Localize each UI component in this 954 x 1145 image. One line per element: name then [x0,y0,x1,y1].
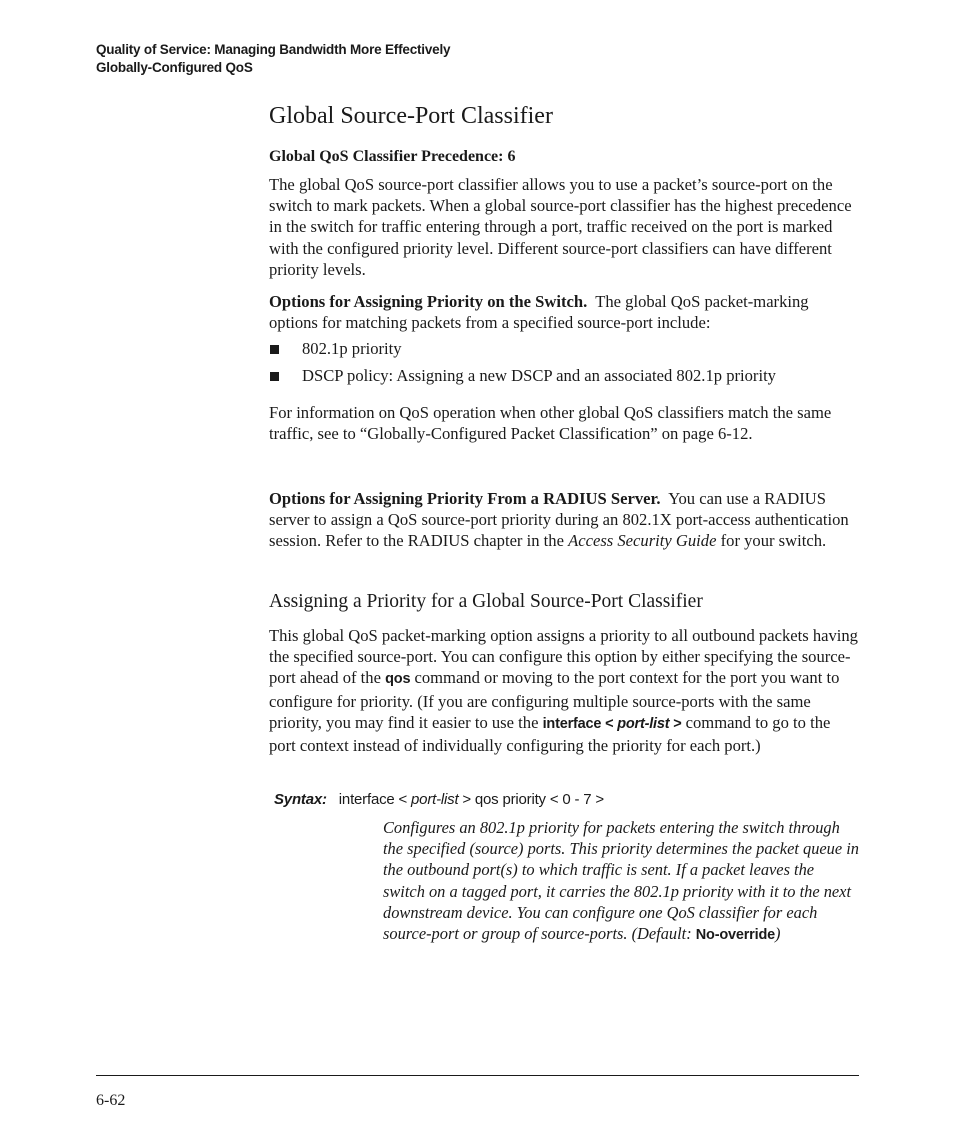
marking-options-list [269,338,859,392]
page-number: 6-62 [96,1092,126,1109]
list-item [269,338,859,359]
assign-priority-paragraph [269,625,859,756]
subsection-title: Assigning a Priority for a Global Source-Port Classifier [269,591,703,612]
running-header [96,41,450,76]
section-title: Global Source-Port Classifier [269,103,553,129]
syntax-description [383,817,859,946]
list-item [269,365,859,386]
cross-reference-paragraph: For information on QoS operation when other global QoS classifiers match the same traffic, see to “Globally-Configured Packet Classification” on page 6-12. [269,403,832,444]
syntax-command: interface < [338,791,408,808]
command-argument: port-list [617,715,670,732]
radius-options-label: Options for Assigning Priority From a RADIUS Server. [269,489,661,508]
syntax-line [274,789,604,810]
syntax-command-rest: > qos priority < 0 - 7 > [462,791,604,808]
paragraph-text: command to go to the port context instead of individually configuring the priority for each port.) [269,712,831,756]
qos-command: qos [385,671,411,688]
command-bracket: > [673,715,682,732]
command-keyword: interface < [542,715,614,732]
switch-options-paragraph [269,291,859,333]
switch-options-label: Options for Assigning Priority on the Switch. [269,292,588,311]
syntax-label: Syntax: [274,791,327,808]
bullet-square-icon [270,372,279,381]
radius-options-paragraph [269,488,859,552]
footer-divider [96,1075,859,1076]
list-item-text: DSCP policy: Assigning a new DSCP and an associated 802.1p priority [302,366,776,386]
header-chapter-title: Quality of Service: Managing Bandwidth More Effectively [96,42,451,57]
header-section-title: Globally-Configured QoS [96,59,253,75]
default-value: No-override [695,927,775,944]
guide-title: Access Security Guide [568,531,717,551]
paragraph-text: This global QoS packet-marking option assigns a priority to all outbound packets having the specified source-port. You can configure this option by either specifying the source-port ahead of the [269,626,858,688]
radius-options-text: You can use a RADIUS server to assign a QoS source-port priority during an 802.1X port-access authentication session. Refer to the RADIUS chapter in the [269,489,849,551]
list-item-text: 802.1p priority [302,339,402,358]
radius-options-text-end: for your switch. [720,531,827,551]
interface-command [543,716,682,732]
syntax-argument: port-list [411,791,459,808]
intro-paragraph: The global QoS source-port classifier allows you to use a packet’s source-port on the switch to mark packets. When a global source-port classifier has the highest precedence in the switch for traffic entering through a port, traffic received on the port is marked with the configured priority level. Different source-port classifiers can have different priority levels. [269,175,852,279]
paragraph-text: command or moving to the port context for the port you want to configure for priority. (If you are configuring multiple source-ports with the same priority, you may find it easier to use the [269,668,840,732]
description-text: Configures an 802.1p priority for packets entering the switch through the specified (source) ports. This priority determines the packet queue in the outbound port(s) to which traffic is sent. If a packet leaves the switch on a tagged port, it carries the 802.1p priority with it to the next downstream device. You can configure one QoS classifier for each source-port or group of source-ports. (Default: [383,818,859,944]
classifier-precedence: Global QoS Classifier Precedence: 6 [269,148,516,165]
switch-options-text: The global QoS packet-marking options for matching packets from a specified source-port include: [269,292,809,333]
description-close: ) [774,924,781,944]
bullet-square-icon [270,345,279,354]
